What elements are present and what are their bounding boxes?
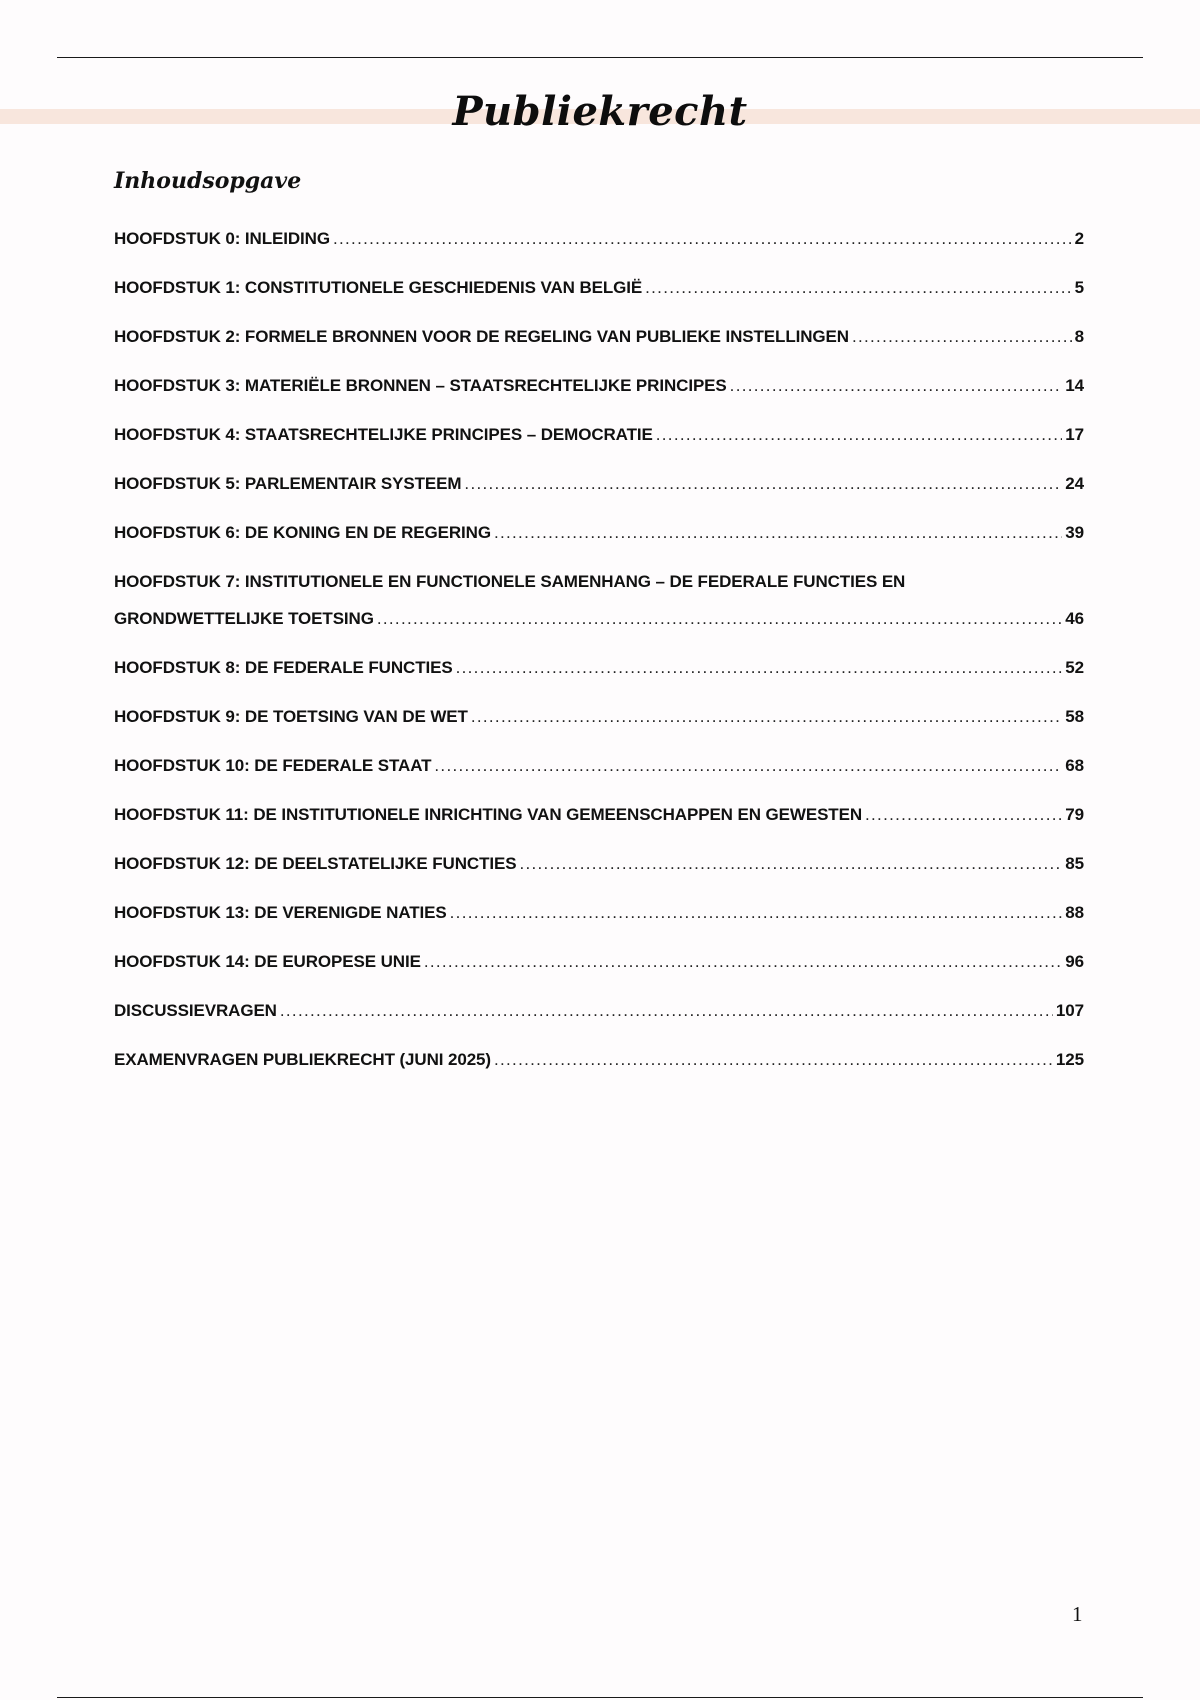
toc-entry[interactable]: [114, 1041, 1084, 1078]
dot-leader: [519, 845, 1062, 882]
toc-entry[interactable]: [114, 318, 1084, 355]
toc-entry-title: HOOFDSTUK 3: MATERIËLE BRONNEN – STAATSRECHTELIJKE PRINCIPES: [114, 376, 727, 395]
toc-entry-page: 2: [1074, 229, 1084, 248]
header-rule: [57, 57, 1143, 58]
toc-entry-line: [114, 992, 1084, 1029]
dot-leader: [464, 465, 1062, 502]
toc-entry-title: EXAMENVRAGEN PUBLIEKRECHT (JUNI 2025): [114, 1050, 491, 1069]
toc-entry-title: HOOFDSTUK 9: DE TOETSING VAN DE WET: [114, 707, 468, 726]
toc-entry-page: 39: [1065, 523, 1084, 542]
toc-entry-line: [114, 416, 1084, 453]
dot-leader: [377, 600, 1062, 637]
toc-entry-title: HOOFDSTUK 6: DE KONING EN DE REGERING: [114, 523, 491, 542]
toc-entry-line: [114, 747, 1084, 784]
toc-entry-line: [114, 796, 1084, 833]
toc-entry-line: [114, 649, 1084, 686]
dot-leader: [456, 649, 1063, 686]
toc-entry-line: [114, 894, 1084, 931]
dot-leader: [424, 943, 1062, 980]
toc-entry-line: [114, 465, 1084, 502]
toc-entry-title: HOOFDSTUK 8: DE FEDERALE FUNCTIES: [114, 658, 453, 677]
dot-leader: [494, 514, 1062, 551]
toc-entry-title: HOOFDSTUK 13: DE VERENIGDE NATIES: [114, 903, 447, 922]
toc-entry[interactable]: [114, 220, 1084, 257]
toc-entry[interactable]: [114, 367, 1084, 404]
toc-entry-page: 52: [1065, 658, 1084, 677]
toc-entry-line: [114, 845, 1084, 882]
toc-entry-page: 46: [1065, 609, 1084, 628]
toc-entry-title: HOOFDSTUK 1: CONSTITUTIONELE GESCHIEDENIS VAN BELGIË: [114, 278, 643, 297]
toc-entry-title: DISCUSSIEVRAGEN: [114, 1001, 277, 1020]
toc-entry-title: GRONDWETTELIJKE TOETSING: [114, 609, 374, 628]
toc-entry[interactable]: [114, 514, 1084, 551]
toc-entry[interactable]: [114, 563, 1084, 637]
dot-leader: [494, 1041, 1053, 1078]
toc-entry-title: HOOFDSTUK 0: INLEIDING: [114, 229, 330, 248]
dot-leader: [852, 318, 1072, 355]
toc-entry[interactable]: [114, 649, 1084, 686]
toc-entry-line: [114, 698, 1084, 735]
toc-entry-page: 17: [1065, 425, 1084, 444]
toc-entry-line: [114, 269, 1084, 306]
toc-entry-line: [114, 220, 1084, 257]
toc-entry-line: [114, 318, 1084, 355]
toc-entry-page: 14: [1065, 376, 1084, 395]
dot-leader: [865, 796, 1062, 833]
dot-leader: [333, 220, 1072, 257]
toc-entry-title: HOOFDSTUK 14: DE EUROPESE UNIE: [114, 952, 421, 971]
toc-entry[interactable]: [114, 416, 1084, 453]
toc-entry-page: 96: [1065, 952, 1084, 971]
dot-leader: [656, 416, 1063, 453]
toc-entry-page: 85: [1065, 854, 1084, 873]
toc-entry-page: 79: [1065, 805, 1084, 824]
toc-entry-line: [114, 600, 1084, 637]
toc-entry-page: 5: [1074, 278, 1084, 297]
toc-entry-page: 24: [1065, 474, 1084, 493]
toc-entry-line: [114, 943, 1084, 980]
toc-entry-title: HOOFDSTUK 11: DE INSTITUTIONELE INRICHTING VAN GEMEENSCHAPPEN EN GEWESTEN: [114, 805, 863, 824]
table-of-contents: [114, 220, 1084, 1090]
toc-entry-line: [114, 1041, 1084, 1078]
toc-heading: Inhoudsopgave: [114, 168, 302, 194]
toc-entry-title: HOOFDSTUK 10: DE FEDERALE STAAT: [114, 756, 432, 775]
toc-entry-page: 8: [1074, 327, 1084, 346]
toc-entry-title: HOOFDSTUK 2: FORMELE BRONNEN VOOR DE REGELING VAN PUBLIEKE INSTELLINGEN: [114, 327, 849, 346]
toc-entry-title: HOOFDSTUK 5: PARLEMENTAIR SYSTEEM: [114, 474, 462, 493]
toc-entry[interactable]: [114, 894, 1084, 931]
toc-entry-page: 58: [1065, 707, 1084, 726]
toc-entry[interactable]: [114, 269, 1084, 306]
document-title: Publiekrecht: [452, 88, 748, 135]
toc-entry-page: 125: [1055, 1050, 1084, 1069]
dot-leader: [645, 269, 1072, 306]
toc-entry[interactable]: [114, 943, 1084, 980]
dot-leader: [280, 992, 1053, 1029]
dot-leader: [730, 367, 1063, 404]
footer-rule: [57, 1697, 1143, 1698]
toc-entry-title: HOOFDSTUK 4: STAATSRECHTELIJKE PRINCIPES – DEMOCRATIE: [114, 425, 653, 444]
toc-entry[interactable]: [114, 845, 1084, 882]
toc-entry-page: 68: [1065, 756, 1084, 775]
toc-entry-title: HOOFDSTUK 12: DE DEELSTATELIJKE FUNCTIES: [114, 854, 517, 873]
toc-entry-line: [114, 514, 1084, 551]
toc-entry[interactable]: [114, 992, 1084, 1029]
dot-leader: [471, 698, 1062, 735]
dot-leader: [450, 894, 1063, 931]
toc-entry-title-line1: HOOFDSTUK 7: INSTITUTIONELE EN FUNCTIONELE SAMENHANG – DE FEDERALE FUNCTIES EN: [114, 572, 906, 591]
toc-entry[interactable]: [114, 698, 1084, 735]
toc-entry-page: 88: [1065, 903, 1084, 922]
page-number: 1: [1072, 1602, 1083, 1626]
dot-leader: [434, 747, 1062, 784]
toc-entry[interactable]: [114, 465, 1084, 502]
toc-entry-page: 107: [1055, 1001, 1084, 1020]
toc-entry[interactable]: [114, 796, 1084, 833]
toc-entry-line: [114, 367, 1084, 404]
toc-entry[interactable]: [114, 747, 1084, 784]
